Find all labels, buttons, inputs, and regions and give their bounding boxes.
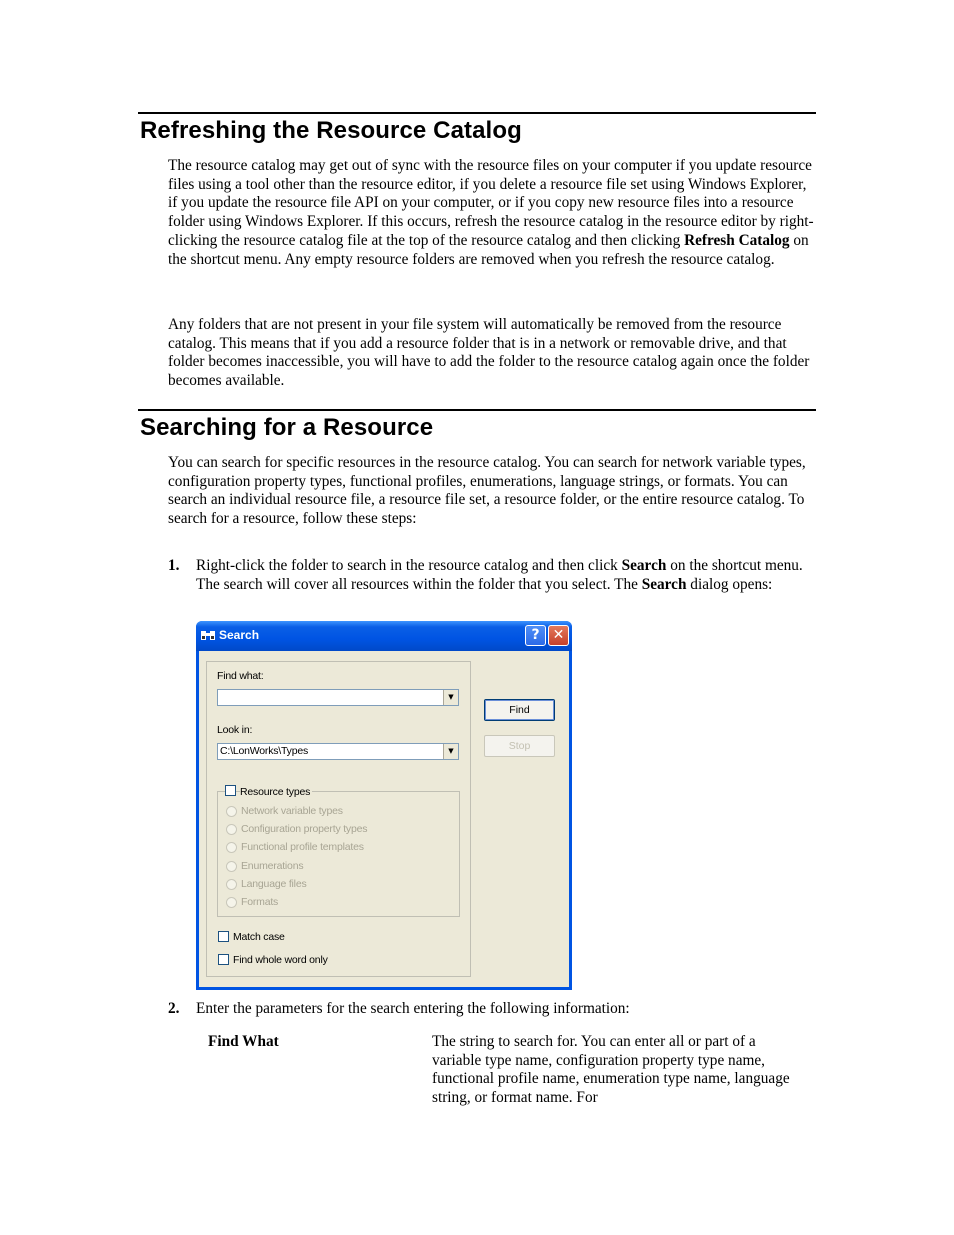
paragraph: The resource catalog may get out of sync with the resource files on your computer if you update resource files using a tool other than the resource editor, if you delete a resource file set using Windows Explorer, if you update the resource file API on your computer, or if you copy new resource files into a resource folder using Windows Explorer. If this occurs, refresh the resource catalog in the resource editor by right-clicking the resource catalog file at the top of the resource catalog and then clicking Refresh Catalog on the shortcut menu. Any empty resource folders are removed when you refresh the resource catalog. [168,157,814,268]
find-what-combo[interactable] [217,689,459,706]
step-text: Enter the parameters for the search entering the following information: [196,1000,630,1017]
resource-types-checkbox[interactable] [225,785,236,796]
resource-type-radio [226,861,237,872]
find-what-label: Find what: [217,670,264,682]
help-button[interactable]: ? [525,625,546,646]
resource-type-label: Configuration property types [241,823,368,835]
resource-types-label: Resource types [240,786,311,798]
resource-type-label: Functional profile templates [241,841,364,853]
dialog-title-bar [196,621,572,651]
resource-type-label: Language files [241,878,307,890]
step-number: 1. [168,557,180,574]
resource-type-radio [226,879,237,890]
definition-text: The string to search for. You can enter all or part of a variable type name, configuration property type name, functional profile name, enumeration type name, language string, or format name. For [432,1033,790,1107]
dialog-title: Search [219,628,260,642]
match-case-label: Match case [233,931,285,943]
binoculars-icon [200,628,216,642]
paragraph: Any folders that are not present in your file system will automatically be removed from the resource catalog. This means that if you add a resource folder that is in a network or removable drive, and that folder becomes inaccessible, you will have to add the folder to the resource catalog again once the folder becomes available. [168,316,810,390]
section-heading: Refreshing the Resource Catalog [140,117,522,144]
stop-button: Stop [484,735,555,757]
paragraph: You can search for specific resources in the resource catalog. You can search for network variable types, configuration property types, functional profiles, enumerations, language strings, or formats. You can search an individual resource file, a resource file set, a resource folder, or the entire resource catalog. To search for a resource, follow these steps: [168,454,806,528]
match-case-checkbox[interactable] [218,931,229,942]
resource-type-radio [226,897,237,908]
chevron-down-icon[interactable]: ▼ [443,744,458,759]
step-text: Right-click the folder to search in the resource catalog and then click Search on the shortcut menu. The search will cover all resources within the folder that you select. The Search dialog opens: [196,557,803,593]
definition-term: Find What [208,1033,279,1050]
look-in-label: Look in: [217,724,253,736]
resource-type-label: Enumerations [241,860,304,872]
section-rule [138,409,816,411]
resource-type-label: Formats [241,896,279,908]
search-dialog [196,621,572,990]
step-number: 2. [168,1000,180,1017]
find-whole-word-checkbox[interactable] [218,954,229,965]
look-in-value: C:\LonWorks\Types [220,745,309,757]
section-heading: Searching for a Resource [140,414,434,441]
find-whole-word-label: Find whole word only [233,954,328,966]
look-in-combo[interactable] [217,743,459,760]
find-button[interactable]: Find [484,699,555,721]
dialog-body [199,651,569,987]
section-rule [138,112,816,114]
close-button[interactable]: ✕ [548,625,569,646]
resource-type-radio [226,842,237,853]
resource-type-label: Network variable types [241,805,343,817]
resource-type-radio [226,824,237,835]
chevron-down-icon[interactable]: ▼ [443,690,458,705]
resource-type-radio [226,806,237,817]
